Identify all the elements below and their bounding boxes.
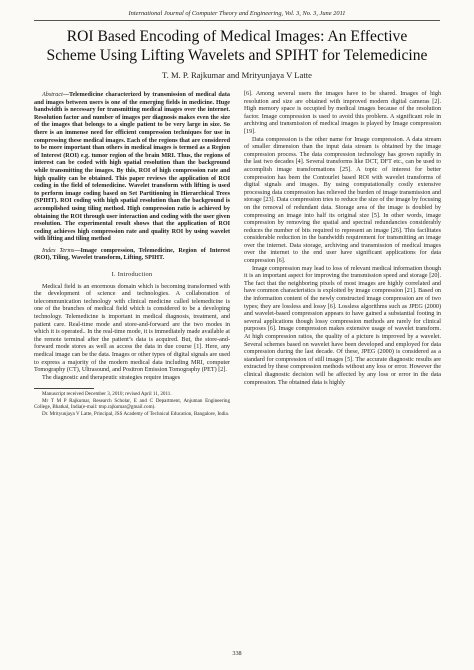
title-line-1: ROI Based Encoding of Medical Images: An Effective xyxy=(66,28,408,45)
footnote-author-2: Dr. Mrityunjaya V Latte, Principal, JSS Academy of Technical Education, Bangalore, India. xyxy=(42,410,230,417)
index-terms-text: —Image compression, Telemedicine, Region of Interest (ROI), Tiling, Wavelet transform, Lifting, SPIHT. xyxy=(34,247,230,262)
right-paragraph-3: Image compression may lead to loss of relevant medical information though it is an important aspect for improving the transmission speed and storage [20]. The fact that the neighboring pixels of most images are highly correlated and have common characteristics is exploited by image compression [21]. Based on the information content of the newly constructed image compression are of two types; they are lossless and lossy [6]. Lossless algorithms such as JPEG (2000) and wavelet-based compression appears to have gained a substantial footing in several applications though lossy compression methods are rarely for clinical purposes [6]. Image compression makes extensive usage of wavelet transform. At high compression ratios, the quality of a picture is improved by a wavelet. Several schemes based on wavelet have been developed and employed for data compression during the last decade. Of these, JPEG (2000) is considered as a standard for compression of still images [5]. The accurate diagnostic results are extracted by these compression methods without any loss or error. However the clinical diagnostic decision will be affected by any loss or error in the data compression. The obtained data is highly xyxy=(244,265,441,386)
left-column xyxy=(34,92,230,417)
authors: T. M. P. Rajkumar and Mrityunjaya V Latte xyxy=(162,70,312,80)
footnote-rule xyxy=(34,388,94,389)
paper-title xyxy=(24,27,450,65)
title-line-2: Scheme Using Lifting Wavelets and SPIHT for Telemedicine xyxy=(46,47,428,64)
abstract xyxy=(34,92,230,244)
index-terms xyxy=(34,248,230,263)
right-column xyxy=(244,91,441,387)
right-paragraph-1: [6]. Among several users the images have to be shared. Images of high resolution and size are obtained with improved modern digital cameras [2]. High memory space is occupied by medical images because of the resolution factor. Image compression is used to avoid this problem. A significant role in archiving and transmission of medical images is played by Image compression [19]. xyxy=(244,91,441,135)
intro-paragraph-2: The diagnostic and therapeutic strategies require images xyxy=(42,374,181,381)
intro-paragraph-1: Medical field is an enormous domain which is becoming transformed with the development of science and technologies. A collaboration of telecommunication technology with clinical medicine called telemedicine is one of the branches of medical field which is considered to be a developing technology. Telemedicine is important in medical diagnosis, treatment, and patient care. Real-time mode and store-and-forward are the two modes in which it is operated.. In the real-time mode, it is immediately made available at the remote terminal after the patient’s data is acquired. But, the store-and-forward mode stores as well as access the data in due course [1]. Here, any medical image can be the data. Images or other types of digital signals are used to express a majority of the modern medical data including MRI, computer Tomography (CT), Ultrasound, and Positron Emission Tomography (PET) [2]. xyxy=(34,283,230,374)
footnote-manuscript: Manuscript received December 3, 2010; revised April 11, 2011. xyxy=(42,391,172,398)
footnote-author-1: Mr T M P Rajkumar, Research Scholar, E and C Department, Anjuman Engineering College, Bhatkal, India(e-mail: tmp.rajkumar@gmail.com). xyxy=(34,397,230,411)
abstract-text: —Telemedicine characterized by transmission of medical data and images between users is one of the emerging fields in medicine. Huge bandwidth is necessary for transmitting medical images over the internet. Resolution factor and number of images per diagnosis makes even the size of the images that belongs to a single patient to be very large in size. So there is an immense need for efficient compression techniques for use in compressing these medical images. Each of the regions that are considered to be more important than others in medical images is termed as a Region of Interest (ROI) e.g. tumor region of the brain MRI. Thus, the regions of interest can be coded with high spatial resolution than the background while transmitting the images. By this, ROI of high compression rate and high quality can be obtained. This paper reviews the application of ROI coding in the field of telemedicine. Wavelet transform with lifting is used to perform image coding based on Set Partitioning in Hierarchical Trees (SPIHT). ROI coding with high spatial resolution than the background is accomplished using tiling method. High compression ratio is achieved by obtaining the ROI through user interaction and coding with the user given resolution. The experimental result shows that the application of ROI coding achieves high compression rate and quality ROI by using wavelet with lifting and tiling method xyxy=(34,92,230,243)
header-rule xyxy=(34,20,440,21)
right-paragraph-2: Data compression is the other name for Image compression. A data stream of smaller dimension than the input data stream is obtained by the image compression process. The data compression technology has grown rapidly in the last two decades [4]. Several transforms like DCT, DFT etc., can be used to accomplish image transformations [25]. A topic of interest for better compression has been the Contourlet based ROI with wavelet transforms of digital signals and images. By using computationally costly extensive processing data compression has relieved the burden of image transmission and storage [23]. Data compression tries to reduce the size of the image by focusing on the removal of redundant data. Storage area of the image is doubled by compressing an image into half its original size [5]. In other words, image compression by removing the spatial and spectral redundancies considerably reduces the number of bits required to represent an image [26]. This facilitates considerable reduction in the bandwidth requirement for transmitting an image over the internet. Data storage, archiving and transmission of medical images over the internet to the end user have significant applications for data compression [6]. xyxy=(244,136,441,265)
abstract-label: Abstract xyxy=(42,92,63,98)
page-number: 338 xyxy=(232,650,242,657)
index-terms-label: Index Terms xyxy=(42,247,75,254)
section-heading-introduction: I. Introduction xyxy=(111,271,153,279)
journal-header: International Journal of Computer Theory and Engineering, Vol. 3, No. 3, June 2011 xyxy=(128,10,346,17)
